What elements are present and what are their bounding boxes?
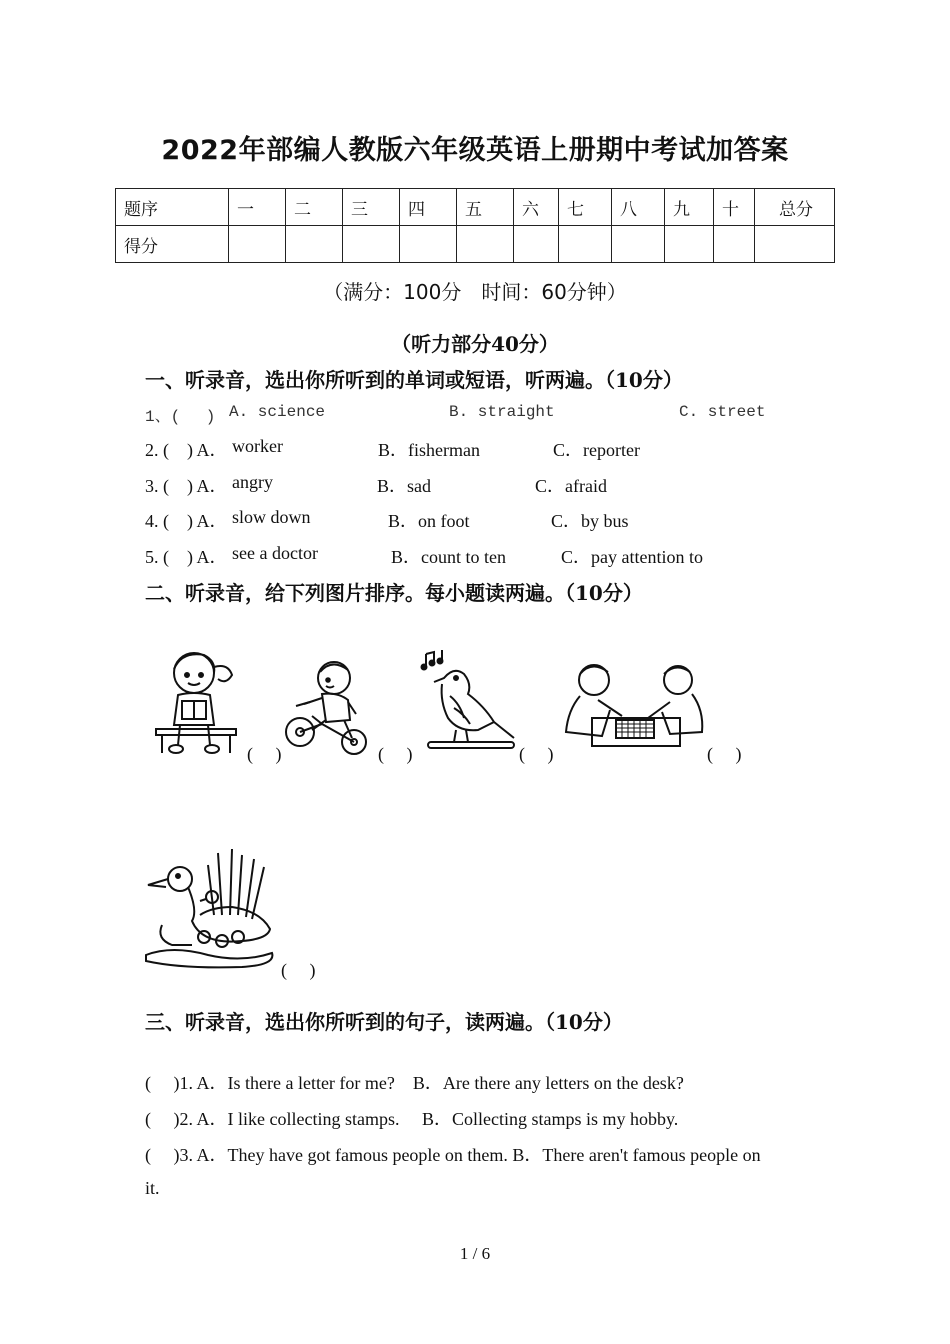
- score-input-cell[interactable]: [714, 226, 755, 263]
- score-input-cell[interactable]: [612, 226, 665, 263]
- table-cell: 三: [343, 189, 400, 226]
- score-input-cell[interactable]: [400, 226, 457, 263]
- sentence-question-3-continued: it.: [145, 1178, 160, 1198]
- question-number: 2. ( ) A．: [145, 440, 228, 460]
- table-cell: 六: [514, 189, 559, 226]
- option-a[interactable]: worker: [232, 436, 283, 456]
- score-input-cell[interactable]: [457, 226, 514, 263]
- sentence-question-3[interactable]: ( )3. A．They have got famous people on them. B．There aren't famous people on: [145, 1145, 761, 1165]
- question-5: [145, 543, 845, 567]
- page-number: 1 / 6: [459, 1244, 491, 1263]
- page-title: 2022年部编人教版六年级英语上册期中考试加答案: [161, 135, 789, 166]
- section1-heading: 一、听录音，选出你所听到的单词或短语，听两遍。（10分）: [145, 368, 683, 392]
- section2-heading: 二、听录音，给下列图片排序。每小题读两遍。（10分）: [145, 581, 643, 605]
- option-c[interactable]: C．pay attention to: [561, 547, 703, 567]
- table-cell: 十: [714, 189, 755, 226]
- question-1: [145, 403, 845, 425]
- table-cell: 得分: [116, 226, 229, 263]
- option-b[interactable]: B. straight: [449, 403, 555, 421]
- score-input-cell[interactable]: [755, 226, 835, 263]
- question-4: [145, 507, 845, 531]
- score-input-cell[interactable]: [286, 226, 343, 263]
- option-b[interactable]: B．on foot: [388, 511, 470, 531]
- answer-blank[interactable]: ( ): [707, 744, 742, 764]
- answer-blank[interactable]: ( ): [378, 744, 413, 764]
- question-3: [145, 472, 845, 496]
- option-c[interactable]: C．afraid: [535, 476, 607, 496]
- score-input-cell[interactable]: [229, 226, 286, 263]
- score-table-score-row: [116, 226, 835, 263]
- answer-blank[interactable]: ( ): [281, 960, 316, 980]
- table-cell: 五: [457, 189, 514, 226]
- question-2: [145, 436, 845, 460]
- score-input-cell[interactable]: [343, 226, 400, 263]
- girl-reading-icon: [152, 645, 242, 757]
- option-a[interactable]: angry: [232, 472, 273, 492]
- table-cell: 八: [612, 189, 665, 226]
- option-a[interactable]: see a doctor: [232, 543, 318, 563]
- table-cell: 九: [665, 189, 714, 226]
- option-b[interactable]: B．fisherman: [378, 440, 480, 460]
- exam-info: （满分：100分 时间：60分钟）: [323, 280, 627, 304]
- table-cell: 一: [229, 189, 286, 226]
- score-input-cell[interactable]: [514, 226, 559, 263]
- listening-header: （听力部分40分）: [391, 332, 559, 356]
- question-number: 1、( ): [145, 408, 216, 426]
- bird-singing-icon: [420, 648, 516, 756]
- question-number: 3. ( ) A．: [145, 476, 228, 496]
- answer-blank[interactable]: ( ): [247, 744, 282, 764]
- question-number: 4. ( ) A．: [145, 511, 228, 531]
- score-input-cell[interactable]: [665, 226, 714, 263]
- table-cell: 二: [286, 189, 343, 226]
- table-cell: 总分: [755, 189, 835, 226]
- score-table: [115, 188, 835, 263]
- table-cell: 题序: [116, 189, 229, 226]
- option-a[interactable]: A. science: [229, 403, 326, 421]
- option-c[interactable]: C．by bus: [551, 511, 629, 531]
- sentence-question-1[interactable]: ( )1. A．Is there a letter for me? B．Are there any letters on the desk?: [145, 1073, 684, 1093]
- answer-blank[interactable]: ( ): [519, 744, 554, 764]
- option-b[interactable]: B．count to ten: [391, 547, 506, 567]
- section3-heading: 三、听录音，选出你所听到的句子，读两遍。（10分）: [145, 1010, 623, 1034]
- option-a[interactable]: slow down: [232, 507, 311, 527]
- option-c[interactable]: C. street: [679, 403, 766, 421]
- sentence-question-2[interactable]: ( )2. A．I like collecting stamps. B．Collecting stamps is my hobby.: [145, 1109, 679, 1129]
- question-number: 5. ( ) A．: [145, 547, 228, 567]
- score-table-header-row: [116, 189, 835, 226]
- boy-tricycle-icon: [282, 658, 374, 756]
- option-c[interactable]: C．reporter: [553, 440, 640, 460]
- boys-chess-icon: [562, 660, 708, 750]
- table-cell: 四: [400, 189, 457, 226]
- duck-family-icon: [142, 845, 278, 970]
- option-b[interactable]: B．sad: [377, 476, 431, 496]
- score-input-cell[interactable]: [559, 226, 612, 263]
- table-cell: 七: [559, 189, 612, 226]
